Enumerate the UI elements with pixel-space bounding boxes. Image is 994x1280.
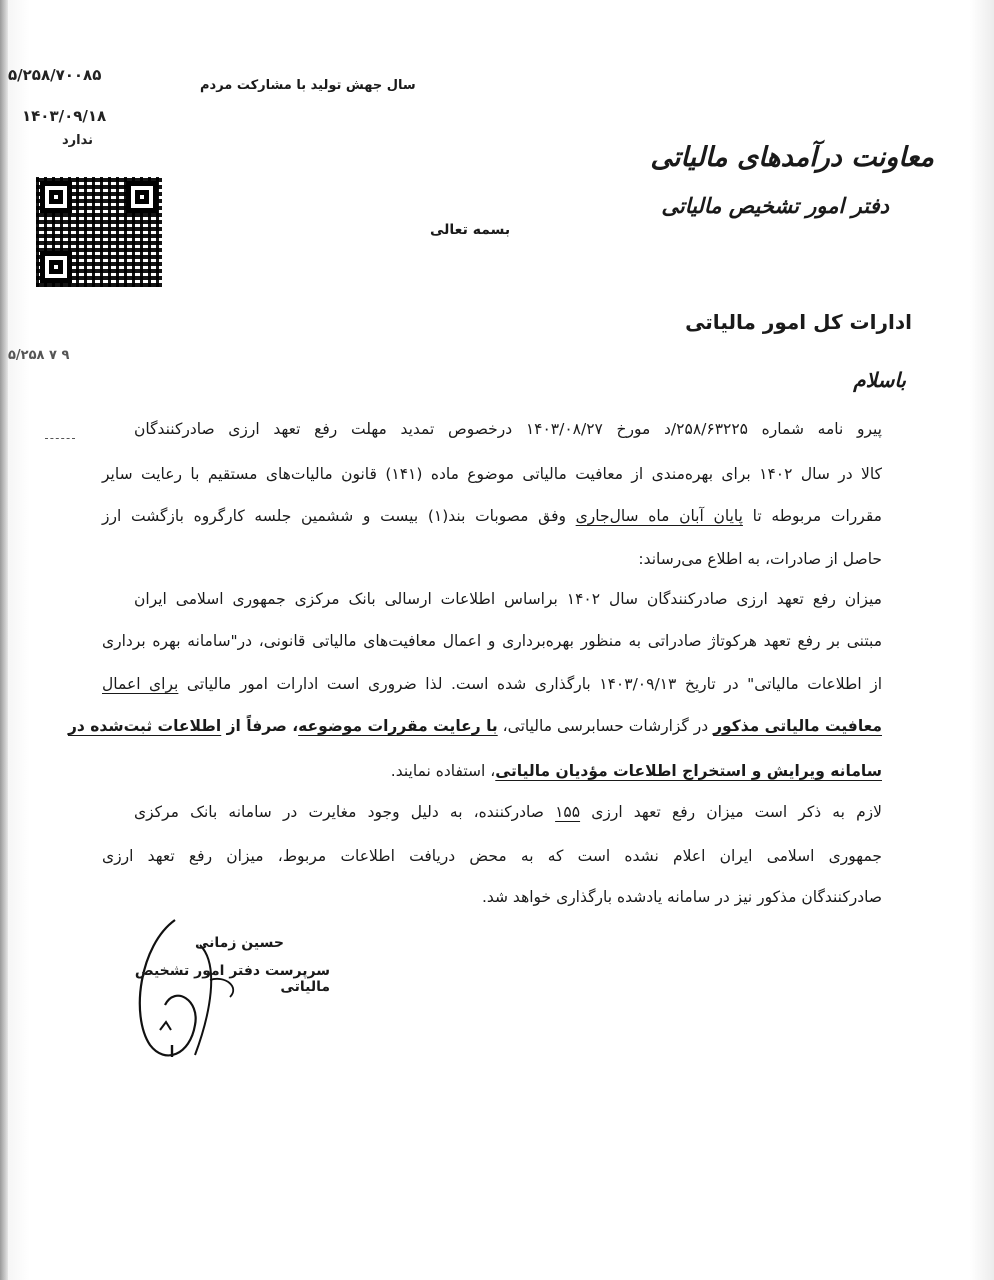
margin-mark bbox=[45, 438, 75, 439]
signature-block bbox=[80, 905, 330, 1065]
qr-code bbox=[36, 177, 162, 287]
body-line: مبتنی بر رفع تعهد هرکوتاژ صادراتی به منظور بهره‌برداری و اعمال معافیت‌های مالیاتی قانونی، در"سامانه بهره برداری bbox=[102, 632, 882, 650]
body-line bbox=[102, 762, 882, 780]
body-text: صادرکننده، به دلیل وجود مغایرت در سامانه بانک مرکزی bbox=[134, 803, 556, 821]
body-line: کالا در سال ۱۴۰۲ برای بهره‌مندی از معافیت مالیاتی موضوع ماده (۱۴۱) قانون مالیات‌های مستقیم با رعایت سایر bbox=[102, 465, 882, 483]
body-text: لازم به ذکر است میزان رفع تعهد ارزی bbox=[580, 803, 882, 821]
body-text: وفق مصوبات بند(۱) بیست و ششمین جلسه کارگروه بازگشت ارز bbox=[102, 507, 576, 525]
body-line bbox=[102, 507, 882, 525]
underlined-system-name: سامانه ویرایش و استخراج اطلاعات مؤدیان مالیاتی bbox=[495, 762, 882, 780]
underlined-phrase: معافیت مالیاتی مذکور bbox=[713, 717, 882, 735]
scan-edge bbox=[0, 0, 8, 1280]
body-line: میزان رفع تعهد ارزی صادرکنندگان سال ۱۴۰۲ براساس اطلاعات ارسالی بانک مرکزی جمهوری اسلامی ایران bbox=[134, 590, 882, 608]
addressee: ادارات کل امور مالیاتی bbox=[685, 310, 912, 334]
underlined-phrase: اطلاعات ثبت‌شده در bbox=[67, 717, 222, 735]
body-line: پیرو نامه شماره ۲۵۸/۶۳۲۲۵/د مورخ ۱۴۰۳/۰۸/۲۷ درخصوص تمدید مهلت رفع تعهد ارزی صادرکنندگان bbox=[134, 420, 882, 438]
year-motto: سال جهش تولید با مشارکت مردم bbox=[200, 78, 416, 93]
signatory-title: سرپرست دفتر امور تشخیص مالیاتی bbox=[134, 963, 330, 995]
letter-number: ۵/۲۵۸/۷۰۰۸۵ bbox=[8, 66, 102, 84]
basmala: بسمه تعالی bbox=[430, 222, 511, 238]
underlined-phrase: برای اعمال bbox=[102, 675, 179, 693]
org-sub-title: دفتر امور تشخیص مالیاتی bbox=[661, 193, 889, 218]
body-text: ، صرفاً از bbox=[221, 717, 299, 735]
body-text: در گزارشات حسابرسی مالیاتی، bbox=[497, 717, 714, 735]
underlined-phrase: با رعایت مقررات موضوعه bbox=[298, 717, 498, 735]
org-main-title: معاونت درآمدهای مالیاتی bbox=[650, 142, 934, 173]
attachment-status: ندارد bbox=[62, 133, 94, 148]
underlined-deadline: پایان آبان ماه سال‌جاری bbox=[575, 507, 743, 525]
greeting: باسلام bbox=[853, 368, 906, 392]
body-text: از اطلاعات مالیاتی" در تاریخ ۱۴۰۳/۰۹/۱۳ بارگذاری شده است. لذا ضروری است ادارات امور مالیاتی bbox=[178, 675, 883, 693]
body-line: جمهوری اسلامی ایران اعلام نشده است که به محض دریافت اطلاعات مربوط، میزان رفع تعهد ارزی bbox=[102, 847, 882, 865]
body-line bbox=[102, 675, 882, 693]
margin-number: ۵/۲۵۸ ۷ ۹ bbox=[8, 348, 70, 363]
body-line: صادرکنندگان مذکور نیز در سامانه یادشده بارگذاری خواهد شد. bbox=[481, 888, 882, 906]
underlined-count: ۱۵۵ bbox=[555, 803, 581, 821]
body-line bbox=[67, 717, 882, 735]
body-text: مقررات مربوطه تا bbox=[742, 507, 882, 525]
letter-date: ۱۴۰۳/۰۹/۱۸ bbox=[22, 107, 107, 125]
body-line: حاصل از صادرات، به اطلاع می‌رساند: bbox=[638, 550, 882, 568]
body-text: ، استفاده نمایند. bbox=[390, 762, 496, 780]
body-line bbox=[134, 803, 882, 821]
signatory-name: حسین زمانی bbox=[195, 935, 284, 951]
